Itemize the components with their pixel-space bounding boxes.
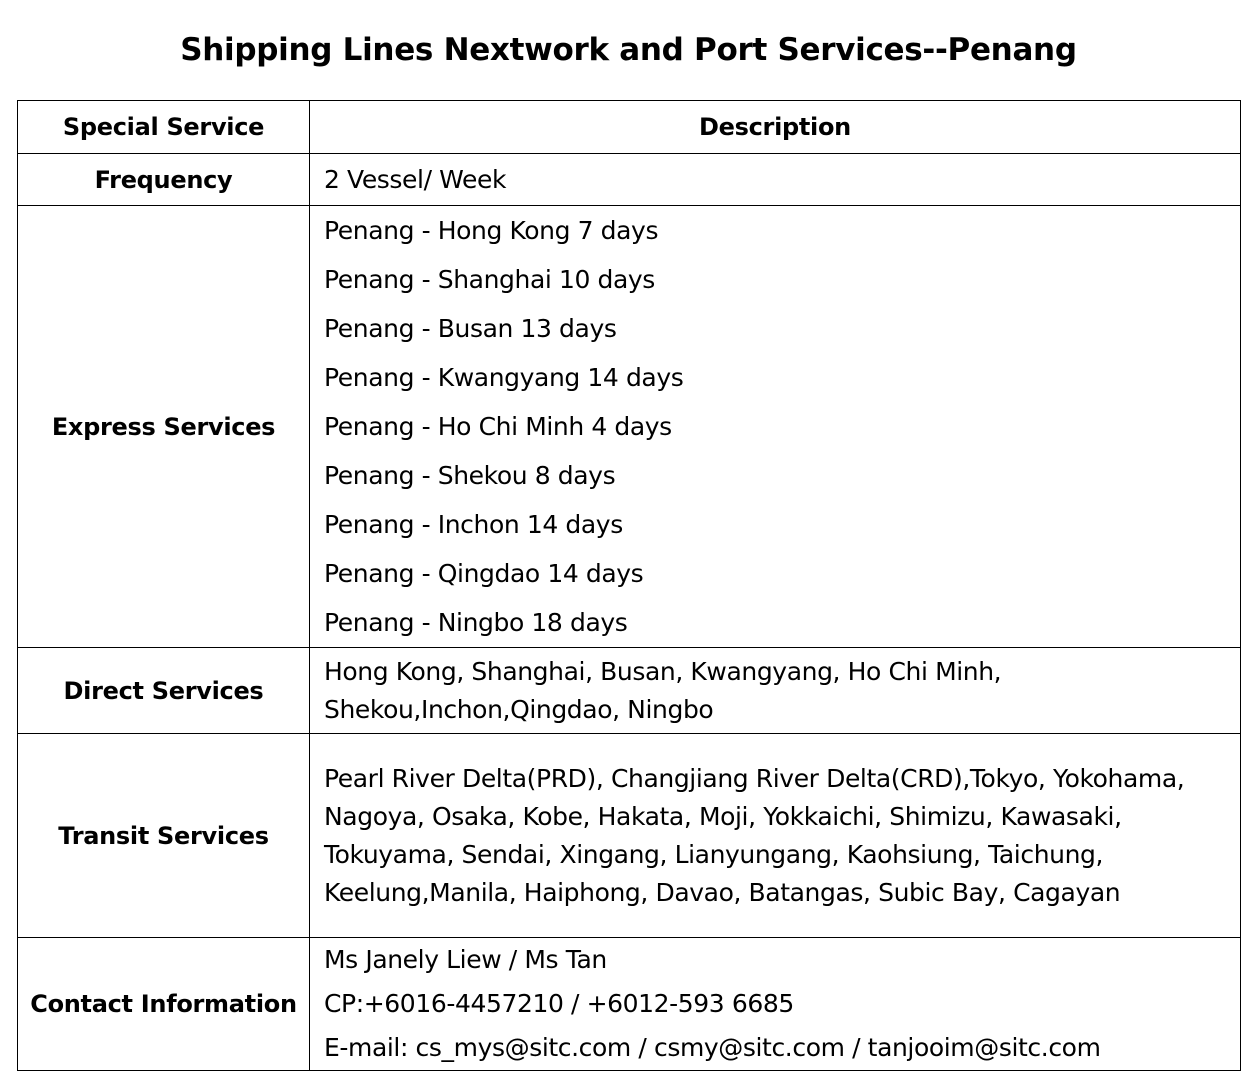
direct-services-value <box>310 648 1241 734</box>
frequency-value <box>310 154 1241 206</box>
express-routes-list <box>310 206 1241 648</box>
list-item: Penang - Kwangyang 14 days <box>324 363 684 392</box>
list-item: Penang - Ningbo 18 days <box>324 608 628 637</box>
header-description: Description <box>310 101 1241 154</box>
contact-names: Ms Janely Liew / Ms Tan <box>324 945 607 974</box>
frequency-label: Frequency <box>18 154 310 206</box>
list-item: Penang - Ho Chi Minh 4 days <box>324 412 672 441</box>
list-item: Pearl River Delta(PRD), Changjiang River Delta(CRD),Tokyo, Yokohama, <box>324 763 1185 793</box>
frequency-text: 2 Vessel/ Week <box>324 164 507 194</box>
contact-information-value <box>310 938 1241 1071</box>
contact-email: E-mail: cs_mys@sitc.com / csmy@sitc.com / tanjooim@sitc.com <box>324 1033 1101 1062</box>
list-item: Tokuyama, Sendai, Xingang, Lianyungang, Kaohsiung, Taichung, <box>324 839 1104 869</box>
transit-services-value <box>310 734 1241 938</box>
services-table <box>17 100 1241 1071</box>
table-header-row <box>18 101 1241 154</box>
list-item: Penang - Inchon 14 days <box>324 510 623 539</box>
express-services-row <box>18 206 1241 648</box>
contact-information-label: Contact Information <box>18 938 310 1071</box>
header-special-service: Special Service <box>18 101 310 154</box>
frequency-row <box>18 154 1241 206</box>
contact-information-row <box>18 938 1241 1071</box>
transit-services-label: Transit Services <box>18 734 310 938</box>
list-item: Keelung,Manila, Haiphong, Davao, Batangas, Subic Bay, Cagayan <box>324 877 1121 907</box>
list-item: Nagoya, Osaka, Kobe, Hakata, Moji, Yokkaichi, Shimizu, Kawasaki, <box>324 801 1122 831</box>
direct-services-label: Direct Services <box>18 648 310 734</box>
list-item: Penang - Busan 13 days <box>324 314 617 343</box>
direct-services-row <box>18 648 1241 734</box>
list-item: Penang - Shanghai 10 days <box>324 265 655 294</box>
document-title: Shipping Lines Nextwork and Port Services--Penang <box>180 32 1077 68</box>
list-item: Shekou,Inchon,Qingdao, Ningbo <box>324 694 714 724</box>
contact-phone: CP:+6016-4457210 / +6012-593 6685 <box>324 989 794 1018</box>
list-item: Penang - Hong Kong 7 days <box>324 216 659 245</box>
list-item: Hong Kong, Shanghai, Busan, Kwangyang, Ho Chi Minh, <box>324 656 1002 686</box>
express-services-label: Express Services <box>18 206 310 648</box>
transit-services-row <box>18 734 1241 938</box>
list-item: Penang - Shekou 8 days <box>324 461 616 490</box>
list-item: Penang - Qingdao 14 days <box>324 559 644 588</box>
